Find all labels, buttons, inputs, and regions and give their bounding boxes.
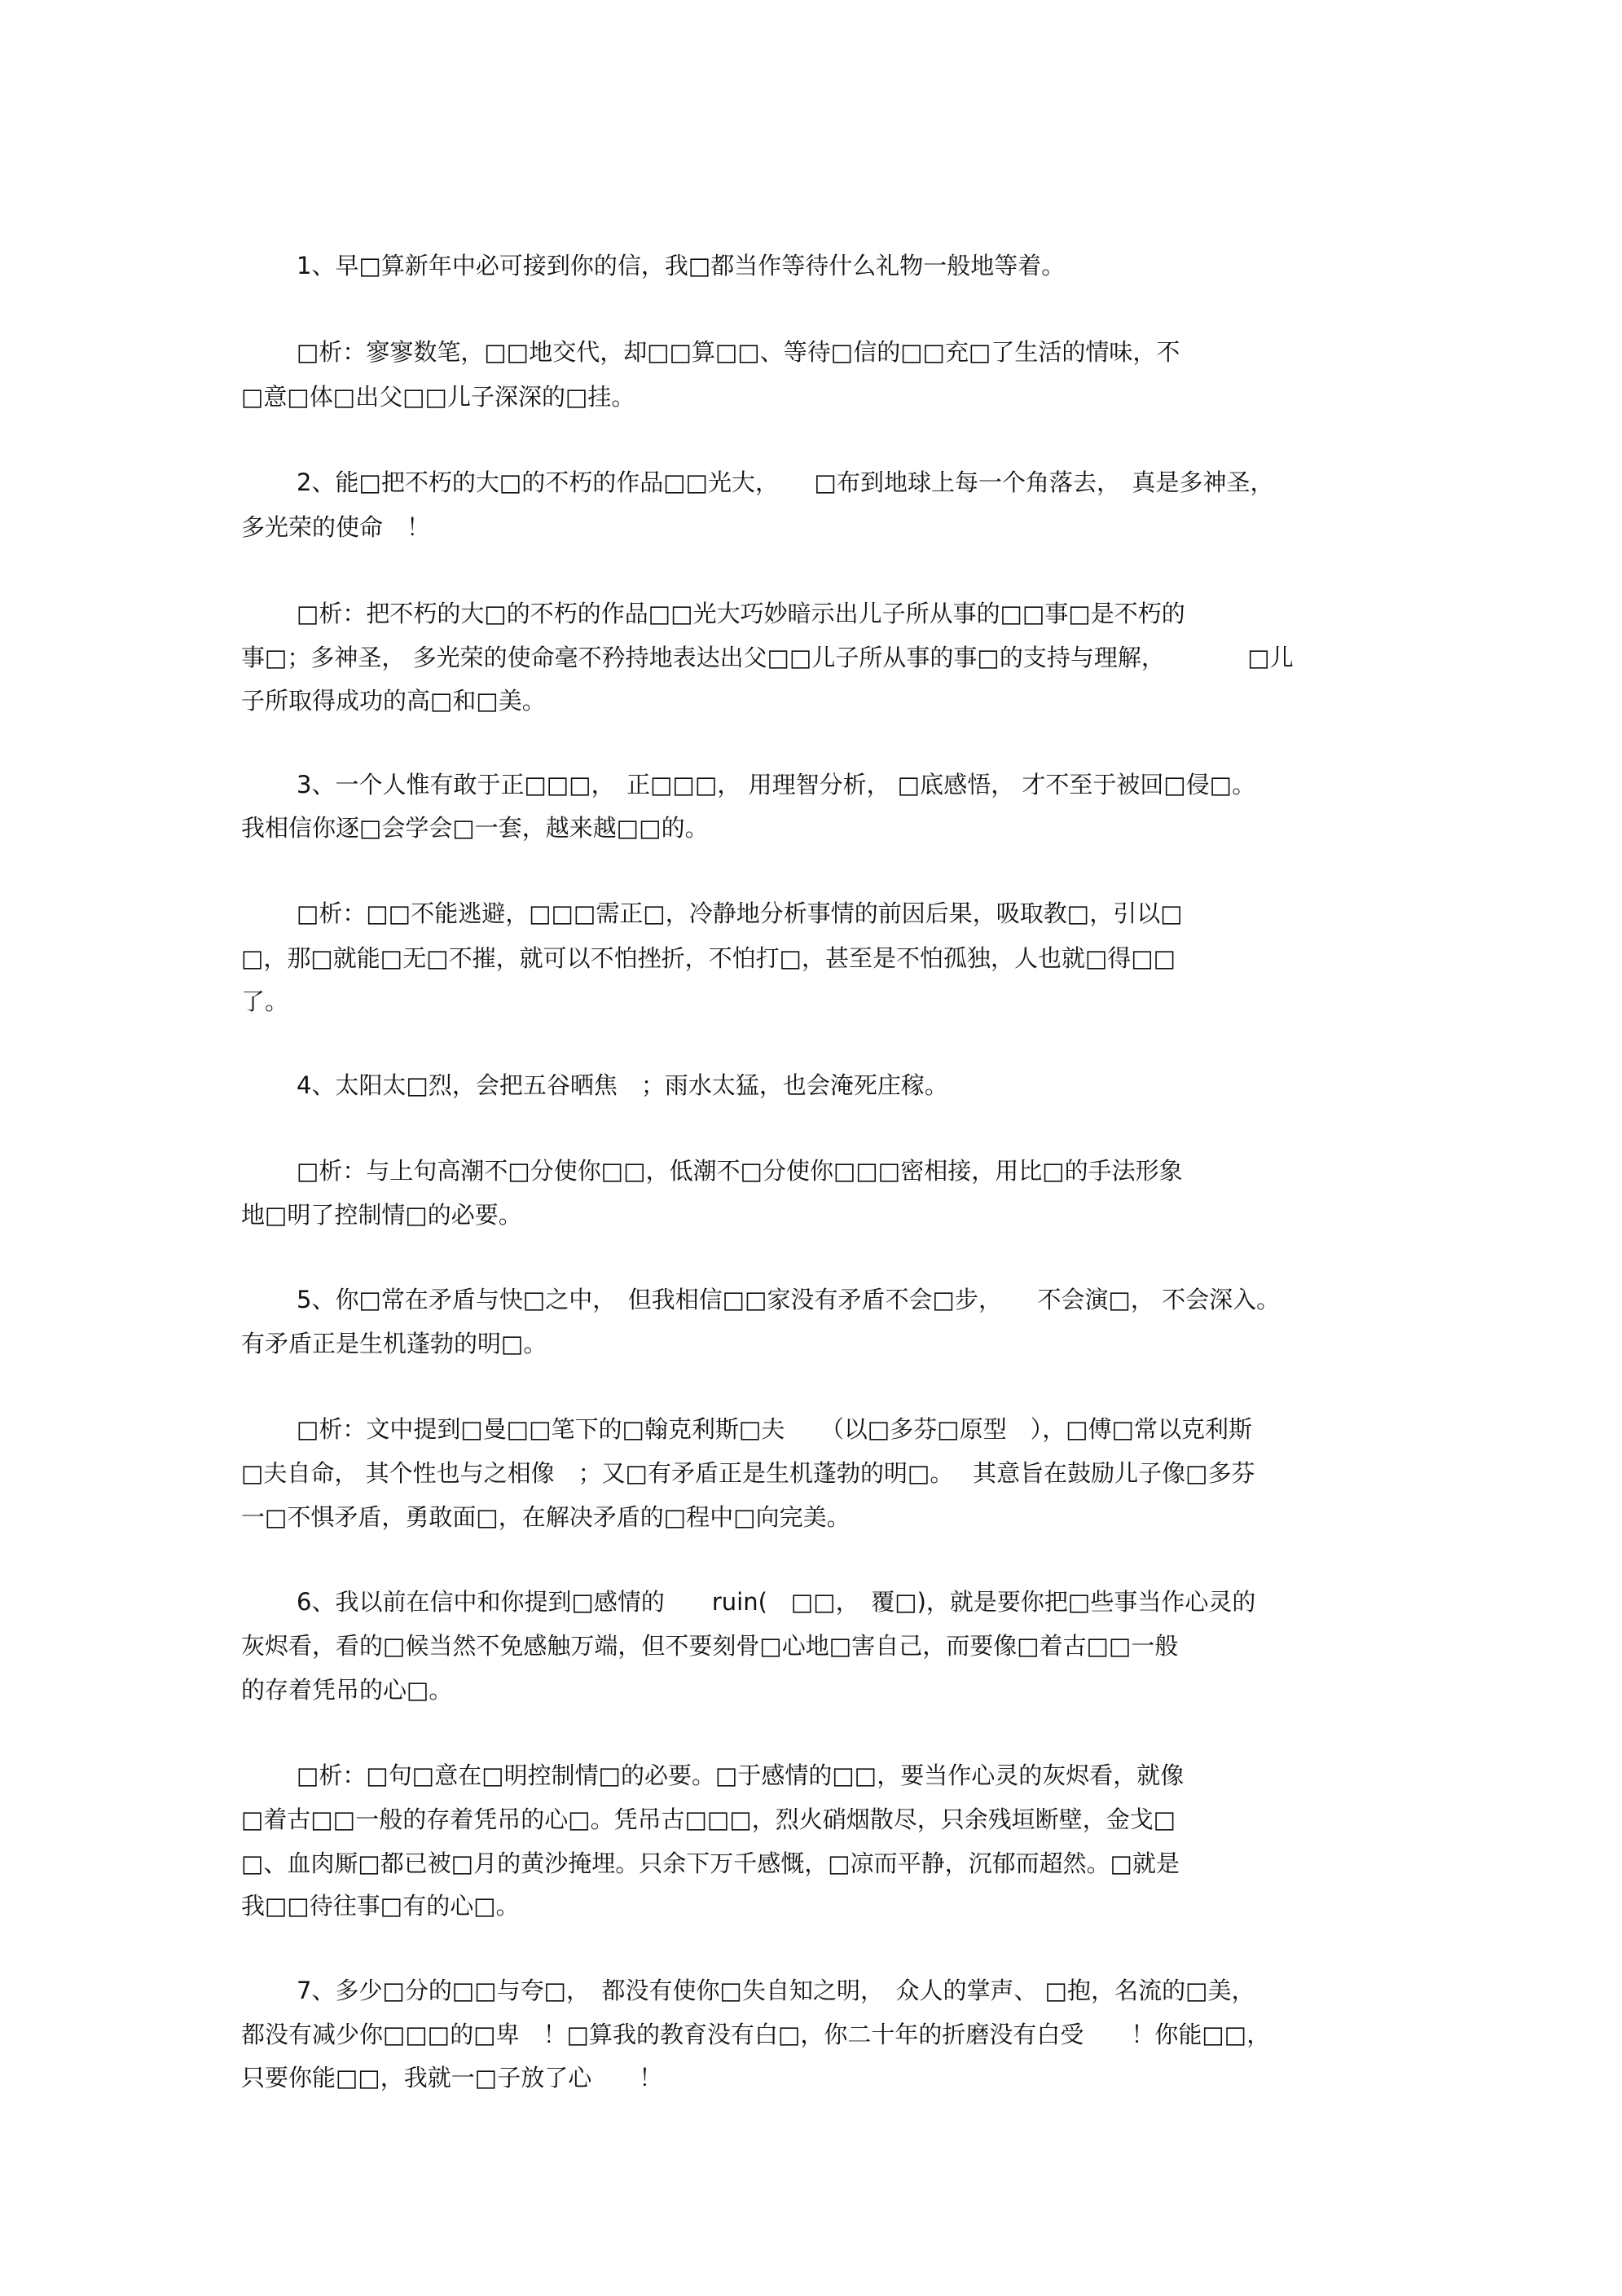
analysis-2-line-1: □析：把不朽的大□的不朽的作品□□光大巧妙暗示出儿子所从事的□□事□是不朽的 (297, 600, 1185, 627)
paragraph-5-line-1: 5、你□常在矛盾与快□之中， 但我相信□□家没有矛盾不会□步， 不会演□， 不会深入。 (297, 1286, 1281, 1313)
analysis-3-line-1: □析：□□不能逃避，□□□需正□，冷静地分析事情的前因后果，吸取教□，引以□ (297, 899, 1183, 927)
analysis-4-line-1: □析：与上句高潮不□分使你□□，低潮不□分使你□□□密相接，用比□的手法形象 (297, 1157, 1183, 1185)
paragraph-1-line-1: 1、早□算新年中必可接到你的信，我□都当作等待什么礼物一般地等着。 (297, 252, 1066, 279)
paragraph-4-line-1: 4、太阳太□烈，会把五谷晒焦 ；雨水太猛，也会淹死庄稼。 (297, 1071, 948, 1099)
analysis-2-line-2: 事□；多神圣， 多光荣的使命毫不矜持地表达出父□□儿子所从事的事□的支持与理解， □儿 (241, 644, 1294, 671)
paragraph-2-line-2: 多光荣的使命 ！ (241, 513, 431, 541)
paragraph-5-line-2: 有矛盾正是生机蓬勃的明□。 (241, 1330, 547, 1357)
analysis-6-line-3: □、血肉厮□都已被□月的黄沙掩埋。只余下万千感慨，□凉而平静，沉郁而超然。□就是 (241, 1850, 1180, 1877)
analysis-6-line-4: 我□□待往事□有的心□。 (241, 1892, 520, 1920)
paragraph-2-line-1: 2、能□把不朽的大□的不朽的作品□□光大， □布到地球上每一个角落去， 真是多神圣， (297, 468, 1274, 496)
analysis-1-line-2: □意□体□出父□□儿子深深的□挂。 (241, 383, 635, 411)
analysis-6-line-1: □析：□句□意在□明控制情□的必要。□于感情的□□，要当作心灵的灰烬看，就像 (297, 1762, 1185, 1789)
analysis-4-line-2: 地□明了控制情□的必要。 (241, 1201, 522, 1229)
analysis-5-line-3: 一□不惧矛盾，勇敢面□，在解决矛盾的□程中□向完美。 (241, 1503, 851, 1531)
analysis-1-line-1: □析：寥寥数笔，□□地交代，却□□算□□、等待□信的□□充□了生活的情味，不 (297, 338, 1180, 366)
analysis-5-line-2: □夫自命， 其个性也与之相像 ；又□有矛盾正是生机蓬勃的明□。 其意旨在鼓励儿子像□多芬 (241, 1459, 1255, 1487)
analysis-2-line-3: 子所取得成功的高□和□美。 (241, 687, 546, 715)
paragraph-6-line-1: 6、我以前在信中和你提到□感情的 ruin( □□， 覆□)，就是要你把□些事当作心灵的 (297, 1588, 1256, 1616)
analysis-3-line-2: □，那□就能□无□不摧，就可以不怕挫折，不怕打□，甚至是不怕孤独，人也就□得□□ (241, 944, 1176, 972)
paragraph-6-line-3: 的存着凭吊的心□。 (241, 1676, 453, 1704)
paragraph-7-line-1: 7、多少□分的□□与夸□， 都没有使你□失自知之明， 众人的掌声、 □抱，名流的□美， (297, 1977, 1255, 2004)
analysis-6-line-2: □着古□□一般的存着凭吊的心□。凭吊古□□□，烈火硝烟散尽，只余残垣断壁，金戈□ (241, 1806, 1176, 1833)
analysis-3-line-3: 了。 (241, 987, 289, 1015)
paragraph-3-line-1: 3、一个人惟有敢于正□□□， 正□□□， 用理智分析， □底感悟， 才不至于被回□侵□。 (297, 771, 1256, 798)
paragraph-6-line-2: 灰烬看，看的□候当然不免感触万端，但不要刻骨□心地□害自己，而要像□着古□□一般 (241, 1632, 1179, 1660)
paragraph-3-line-2: 我相信你逐□会学会□一套，越来越□□的。 (241, 814, 709, 842)
paragraph-7-line-2: 都没有减少你□□□的□卑 ！□算我的教育没有白□，你二十年的折磨没有白受 ！你能□□， (241, 2021, 1271, 2048)
paragraph-7-line-3: 只要你能□□，我就一□子放了心 ！ (241, 2064, 663, 2091)
analysis-5-line-1: □析：文中提到□曼□□笔下的□翰克利斯□夫 （以□多芬□原型 ），□傅□常以克利斯 (297, 1415, 1253, 1443)
